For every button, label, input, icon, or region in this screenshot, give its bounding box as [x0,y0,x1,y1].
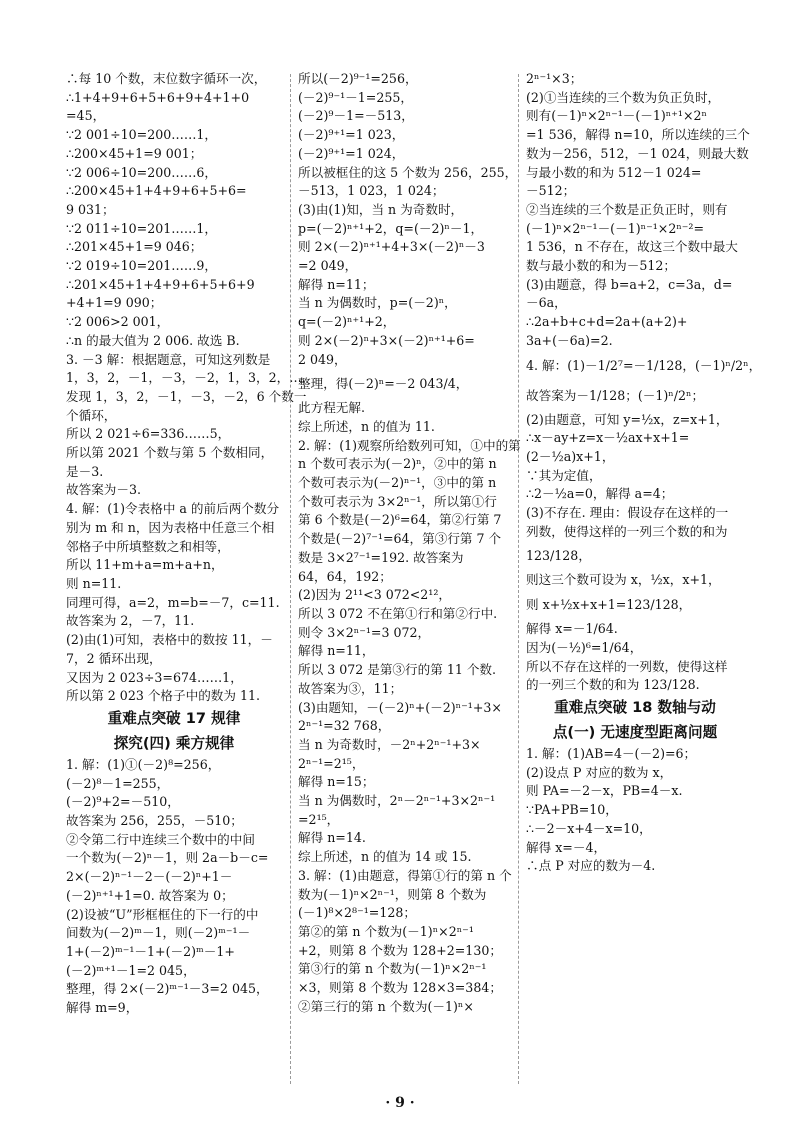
text-line: 解得 n=11； [298,276,375,292]
text-line: ∴点 P 对应的数为－4. [526,858,656,874]
text-line: 个数可表示为 3×2ⁿ⁻¹，所以第①行 [298,493,497,509]
text-line: (－2)⁹⁺¹=1 023， [298,127,405,143]
text-line: 2ⁿ⁻¹=32 768， [298,718,391,734]
text-line: 间数为(－2)ᵐ－1，则(－2)ᵐ⁻¹－ [66,925,251,941]
text-line: 数为(－1)ⁿ×2ⁿ⁻¹，则第 8 个数为 [298,886,487,902]
text-line: (2)由题意，可知 y=½x，z=x+1， [526,411,729,427]
text-line: 则 n=11. [66,575,122,591]
text-line: 解得 n=11， [298,643,375,659]
text-line: 个数是(－2)⁷⁻¹=64，第③行第 7 个 [298,531,502,547]
text-line: p=(－2)ⁿ⁺¹+2，q=(－2)ⁿ－1， [298,220,484,236]
text-line: 解得 m=9， [66,1000,139,1016]
text-line: 则令 3×2ⁿ⁻¹=3 072， [298,624,431,640]
text-line: 的一列三个数的和为 123/128. [526,677,700,693]
text-line: ∴n 的最大值为 2 006. 故选 B. [66,332,240,348]
text-line: (2)①当连续的三个数为负正负时， [526,89,721,105]
text-line: 个数可表示为(－2)ⁿ⁻¹，③中的第 n [298,475,497,491]
text-line: 此方程无解. [298,400,365,416]
text-line: (3)由(1)知，当 n 为奇数时， [298,201,464,217]
text-line: 故答案为－3. [66,482,141,498]
text-line: (－1)⁸×2⁸⁻¹=128； [298,905,416,921]
text-line: (3)不存在. 理由：假设存在这样的一 [526,505,729,521]
text-line: 1 536，n 不存在，故这三个数中最大 [526,239,738,255]
text-line: ∴201×45+1+4+9+6+5+6+9 [66,276,255,292]
text-line: 123/128， [526,548,591,564]
text-line: 7，2 循环出现， [66,650,162,666]
text-line: ∴x－ay+z=x－½ax+x+1= [526,430,690,446]
text-line: 邻格子中所填整数之和相等， [66,538,230,554]
text-line: 当 n 为偶数时，2ⁿ－2ⁿ⁻¹+3×2ⁿ⁻¹ [298,793,496,809]
text-line: 所以第 2021 个数与第 5 个数相同， [66,445,274,461]
text-line: 1. 解：(1)①(－2)⁸=256， [66,756,221,772]
text-line: 第②的第 n 个数为(－1)ⁿ×2ⁿ⁻¹ [298,923,474,939]
text-line: (2－½a)x+1， [526,448,615,464]
text-line: 9 031； [66,201,115,217]
text-line: (2)设点 P 对应的数为 x， [526,764,673,780]
section-heading: 点(一) 无速度型距离问题 [552,723,718,741]
text-line: 发现 1，3，2，－1，－3，－2，6 个数一 [66,388,307,404]
text-line: 因为(－½)⁶=1/64， [526,639,643,655]
text-line: 4. 解：(1)－1/2⁷=－1/128，(－1)ⁿ/2ⁿ， [526,357,762,373]
text-line: 综上所述，n 的值为 14 或 15. [298,849,472,865]
section-heading: 重难点突破 18 数轴与动 [554,698,716,716]
text-line: 故答案为 2，－7，11. [66,613,195,629]
text-line: 解得 n=14. [298,830,366,846]
text-line: 故答案为 256，255，－510； [66,813,243,829]
text-line: 1+(－2)ᵐ⁻¹－1+(－2)ᵐ－1+ [66,943,235,959]
text-line: 所以 2 021÷6=336……5， [66,426,231,442]
text-line: 第 6 个数是(－2)⁶=64，第②行第 7 [298,512,502,528]
text-line: 2ⁿ⁻¹×3； [526,71,583,86]
text-line: ∴200×45+1=9 001； [66,145,203,161]
text-line: =45， [66,108,106,124]
text-line: 所以(－2)⁹⁻¹=256， [298,71,418,86]
text-line: －512； [526,183,576,199]
text-line: 整理，得(－2)ⁿ=－2 043/4， [298,376,469,392]
text-line: (2)由(1)可知，表格中的数按 11，－ [66,632,273,648]
text-line: 则 2×(－2)ⁿ+3×(－2)ⁿ⁺¹+6= [298,332,475,348]
text-line: 别为 m 和 n，因为表格中任意三个相 [66,519,275,535]
text-line: 综上所述，n 的值为 11. [298,418,435,434]
text-line: 则有(－1)ⁿ×2ⁿ⁻¹－(－1)ⁿ⁺¹×2ⁿ [526,108,707,124]
text-line: 解得 n=15； [298,774,375,790]
text-line: 数是 3×2⁷⁻¹=192. 故答案为 [298,549,464,565]
text-line: ∴－2－x+4－x=10， [526,820,652,836]
text-line: 2×(－2)ⁿ⁻¹－2－(－2)ⁿ+1－ [66,869,233,885]
text-line: ∴每 10 个数，末位数字循环一次， [66,71,267,86]
text-line: 2ⁿ⁻¹=2¹⁵， [298,755,365,771]
text-line: =1 536，解得 n=10，所以连续的三个 [526,127,750,143]
text-line: ∴2－½a=0，解得 a=4； [526,486,674,502]
text-line: 所以 11+m+a=m+a+n， [66,557,224,573]
text-line: +4+1=9 090； [66,295,163,311]
text-line: 数与最小数的和为－512； [526,258,676,274]
text-line: ②令第二行中连续三个数中的中间 [66,831,255,847]
text-line: 第③行的第 n 个数为(－1)ⁿ×2ⁿ⁻¹ [298,961,487,977]
text-line: 所以不存在这样的一列数，使得这样 [526,658,728,674]
text-line: ∵2 006÷10=200……6， [66,164,218,180]
text-line: n 个数可表示为(－2)ⁿ，②中的第 n [298,456,497,472]
text-line: ∴200×45+1+4+9+6+5+6= [66,183,247,199]
section-heading: 探究(四) 乘方规律 [113,734,235,752]
text-line: ②当连续的三个数是正负正时，则有 [526,201,728,217]
text-line: 2 049， [298,351,347,367]
text-line: (2)因为 2¹¹<3 072<2¹²， [298,587,452,603]
text-line: ×3，则第 8 个数为 128×3=384； [298,980,502,996]
text-line: 所以 3 072 不在第①行和第②行中. [298,605,498,621]
text-line: 数为－256，512，－1 024，则最大数 [526,145,749,161]
text-line: 3. －3 解：根据题意，可知这列数是 [66,351,271,367]
text-line: ∵其为定值， [526,467,602,483]
text-line: (－2)⁹⁺¹=1 024， [298,145,405,161]
text-line: 当 n 为奇数时，－2ⁿ+2ⁿ⁻¹+3× [298,736,481,752]
text-line: =2 049， [298,258,358,274]
text-line: 列数，使得这样的一列三个数的和为 [526,523,728,539]
text-line: ∴1+4+9+6+5+6+9+4+1+0 [66,89,250,105]
text-line: ∵2 006>2 001， [66,314,170,330]
text-line: 4. 解：(1)令表格中 a 的前后两个数分 [66,501,280,517]
text-line: ∴201×45+1=9 046； [66,239,203,255]
text-line: 故答案为③，11； [298,680,403,696]
text-line: ∵PA+PB=10， [526,802,618,818]
text-line: (－2)⁹+2=－510， [66,794,180,810]
text-line: 是－3. [66,463,104,479]
text-line: ∴2a+b+c+d=2a+(a+2)+ [526,314,688,330]
text-line: －513，1 023，1 024； [298,183,445,199]
text-line: (3)由题意，得 b=a+2，c=3a，d= [526,276,733,292]
text-line: 64，64，192； [298,568,392,584]
text-line: (3)由题知，－(－2)ⁿ+(－2)ⁿ⁻¹+3× [298,699,502,715]
text-line: ∵2 011÷10=201……1， [66,220,218,236]
text-line: 解得 x=－1/64. [526,621,618,637]
text-line: (－2)ᵐ⁺¹－1=2 045， [66,962,196,978]
text-line: ∵2 019÷10=201……9， [66,258,218,274]
text-line: (－2)ⁿ⁺¹+1=0. 故答案为 0； [66,887,234,903]
text-line: 所以被框住的这 5 个数为 256，255， [298,164,518,180]
text-line: 则 x+½x+x+1=123/128， [526,597,692,613]
text-line: 整理，得 2×(－2)ᵐ⁻¹－3=2 045， [66,981,269,997]
text-line: 所以 3 072 是第③行的第 11 个数. [298,662,497,678]
text-line: 3a+(－6a)=2. [526,332,613,348]
text-line: 则 2×(－2)ⁿ⁺¹+4+3×(－2)ⁿ－3 [298,239,485,255]
text-line: 又因为 2 023÷3=674……1， [66,669,243,685]
text-line: 一个数为(－2)ⁿ－1，则 2a－b－c= [66,850,269,866]
text-line: 3. 解：(1)由题意，得第①行的第 n 个 [298,867,512,883]
text-line: ∵2 001÷10=200……1， [66,127,218,143]
text-line: 与最小数的和为 512－1 024= [526,164,702,180]
text-line: (2)设被“U”形框框住的下一行的中 [66,906,259,922]
text-line: (－2)⁸－1=255， [66,775,170,791]
text-line: 则这三个数可设为 x，½x，x+1， [526,572,721,588]
text-line: +2，则第 8 个数为 128+2=130； [298,942,502,958]
text-line: ②第三行的第 n 个数为(－1)ⁿ× [298,998,474,1014]
text-line: 所以第 2 023 个格子中的数为 11. [66,688,261,704]
text-line: (－2)⁹⁻¹－1=255， [298,89,413,105]
text-line: 1. 解：(1)AB=4－(－2)=6； [526,745,697,761]
column-divider [518,74,519,1084]
page-number: · 9 · [385,1095,415,1111]
column-right [526,70,762,876]
column-left [66,70,315,1018]
text-line: 个循环， [66,407,117,423]
text-line: 同理可得，a=2，m=b=－7，c=11. [66,594,280,610]
text-line: 当 n 为偶数时，p=(－2)ⁿ， [298,295,457,311]
text-line: 则 PA=－2－x，PB=4－x. [526,783,683,799]
text-line: 1，3，2，－1，－3，－2，1，3，2，…， [66,370,315,386]
section-heading: 重难点突破 17 规律 [107,709,241,727]
text-line: 解得 x=－4， [526,839,607,855]
text-line: (－2)⁹－1=－513， [298,108,414,124]
text-line: q=(－2)ⁿ⁺¹+2， [298,314,396,330]
text-line: 2. 解：(1)观察所给数列可知，①中的第 [298,437,521,453]
text-line: (－1)ⁿ×2ⁿ⁻¹－(－1)ⁿ⁻¹×2ⁿ⁻²= [526,220,705,236]
text-line: －6a， [526,295,567,311]
text-line: =2¹⁵， [298,811,340,827]
text-line: 故答案为－1/128；(－1)ⁿ/2ⁿ； [526,387,705,403]
column-divider [290,74,291,1084]
column-middle [298,70,521,1016]
